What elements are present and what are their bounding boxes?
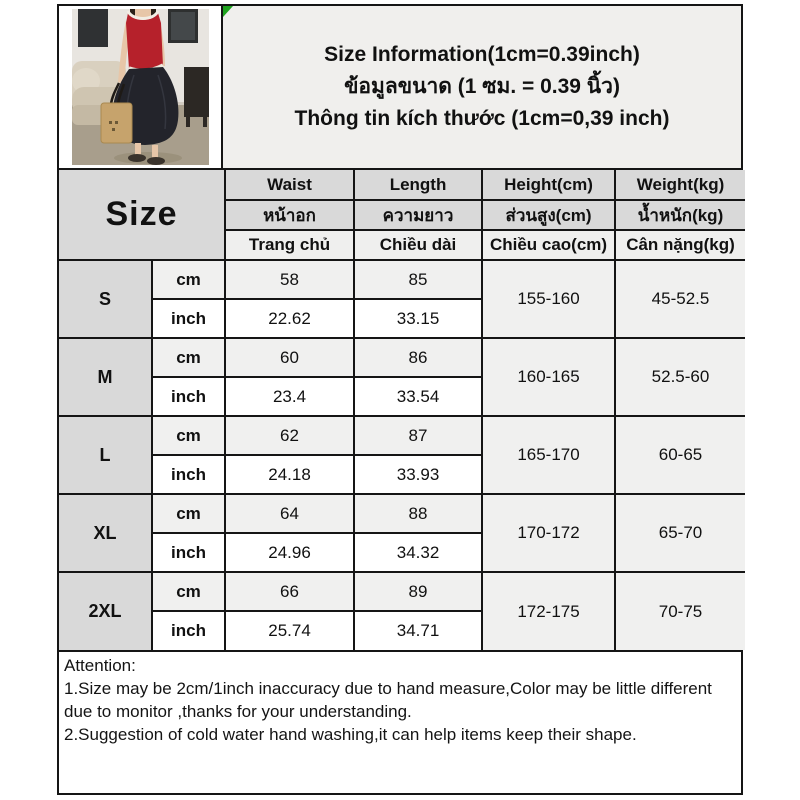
unit-inch: inch (152, 533, 225, 572)
size-l: L (59, 416, 152, 494)
table-row (59, 260, 745, 299)
waist-inch-m: 23.4 (225, 377, 354, 416)
length-cm-2xl: 89 (354, 572, 482, 611)
weight-l: 60-65 (615, 416, 745, 494)
height-2xl: 172-175 (482, 572, 615, 650)
col-height-vi: Chiều cao(cm) (482, 230, 615, 260)
col-height-th: ส่วนสูง(cm) (482, 200, 615, 230)
attention-line-1: 1.Size may be 2cm/1inch inaccuracy due to hand measure,Color may be little different due to monitor ,thanks for your understanding. (64, 679, 712, 721)
length-cm-xl: 88 (354, 494, 482, 533)
height-xl: 170-172 (482, 494, 615, 572)
title-block (223, 6, 741, 168)
unit-cm: cm (152, 416, 225, 455)
unit-inch: inch (152, 455, 225, 494)
col-weight-th: น้ำหนัก(kg) (615, 200, 745, 230)
title-vietnamese: Thông tin kích thước (1cm=0,39 inch) (294, 107, 670, 130)
col-weight-vi: Cân nặng(kg) (615, 230, 745, 260)
weight-s: 45-52.5 (615, 260, 745, 338)
unit-cm: cm (152, 338, 225, 377)
table-row (59, 338, 745, 377)
title-thai: ข้อมูลขนาด (1 ซม. = 0.39 นิ้ว) (344, 75, 620, 98)
height-s: 155-160 (482, 260, 615, 338)
length-inch-m: 33.54 (354, 377, 482, 416)
weight-xl: 65-70 (615, 494, 745, 572)
unit-cm: cm (152, 494, 225, 533)
waist-cm-2xl: 66 (225, 572, 354, 611)
waist-inch-s: 22.62 (225, 299, 354, 338)
size-table (59, 170, 745, 650)
unit-cm: cm (152, 260, 225, 299)
length-inch-xl: 34.32 (354, 533, 482, 572)
col-height-en: Height(cm) (482, 170, 615, 200)
col-waist-en: Waist (225, 170, 354, 200)
size-chart-sheet (57, 4, 743, 795)
length-cm-l: 87 (354, 416, 482, 455)
waist-inch-xl: 24.96 (225, 533, 354, 572)
unit-inch: inch (152, 377, 225, 416)
waist-cm-xl: 64 (225, 494, 354, 533)
size-s: S (59, 260, 152, 338)
col-waist-th: หน้าอก (225, 200, 354, 230)
weight-2xl: 70-75 (615, 572, 745, 650)
height-m: 160-165 (482, 338, 615, 416)
table-row (59, 416, 745, 455)
length-cm-s: 85 (354, 260, 482, 299)
unit-cm: cm (152, 572, 225, 611)
table-row (59, 572, 745, 611)
col-length-en: Length (354, 170, 482, 200)
length-inch-l: 33.93 (354, 455, 482, 494)
header-row-english (59, 170, 745, 200)
length-inch-s: 33.15 (354, 299, 482, 338)
title-english: Size Information(1cm=0.39inch) (324, 43, 640, 66)
unit-inch: inch (152, 299, 225, 338)
size-xl: XL (59, 494, 152, 572)
col-length-th: ความยาว (354, 200, 482, 230)
waist-inch-l: 24.18 (225, 455, 354, 494)
col-length-vi: Chiều dài (354, 230, 482, 260)
weight-m: 52.5-60 (615, 338, 745, 416)
product-photo-illustration (72, 9, 209, 165)
green-corner-marker-icon (223, 6, 233, 17)
waist-cm-l: 62 (225, 416, 354, 455)
height-l: 165-170 (482, 416, 615, 494)
waist-inch-2xl: 25.74 (225, 611, 354, 650)
product-photo (59, 6, 223, 168)
size-2xl: 2XL (59, 572, 152, 650)
header-row (59, 6, 741, 170)
size-m: M (59, 338, 152, 416)
col-waist-vi: Trang chủ (225, 230, 354, 260)
waist-cm-s: 58 (225, 260, 354, 299)
col-weight-en: Weight(kg) (615, 170, 745, 200)
length-inch-2xl: 34.71 (354, 611, 482, 650)
size-corner-label: Size (59, 170, 225, 260)
table-row (59, 494, 745, 533)
unit-inch: inch (152, 611, 225, 650)
attention-note (59, 650, 741, 746)
waist-cm-m: 60 (225, 338, 354, 377)
length-cm-m: 86 (354, 338, 482, 377)
attention-line-2: 2.Suggestion of cold water hand washing,it can help items keep their shape. (64, 725, 637, 744)
attention-heading: Attention: (64, 656, 136, 675)
